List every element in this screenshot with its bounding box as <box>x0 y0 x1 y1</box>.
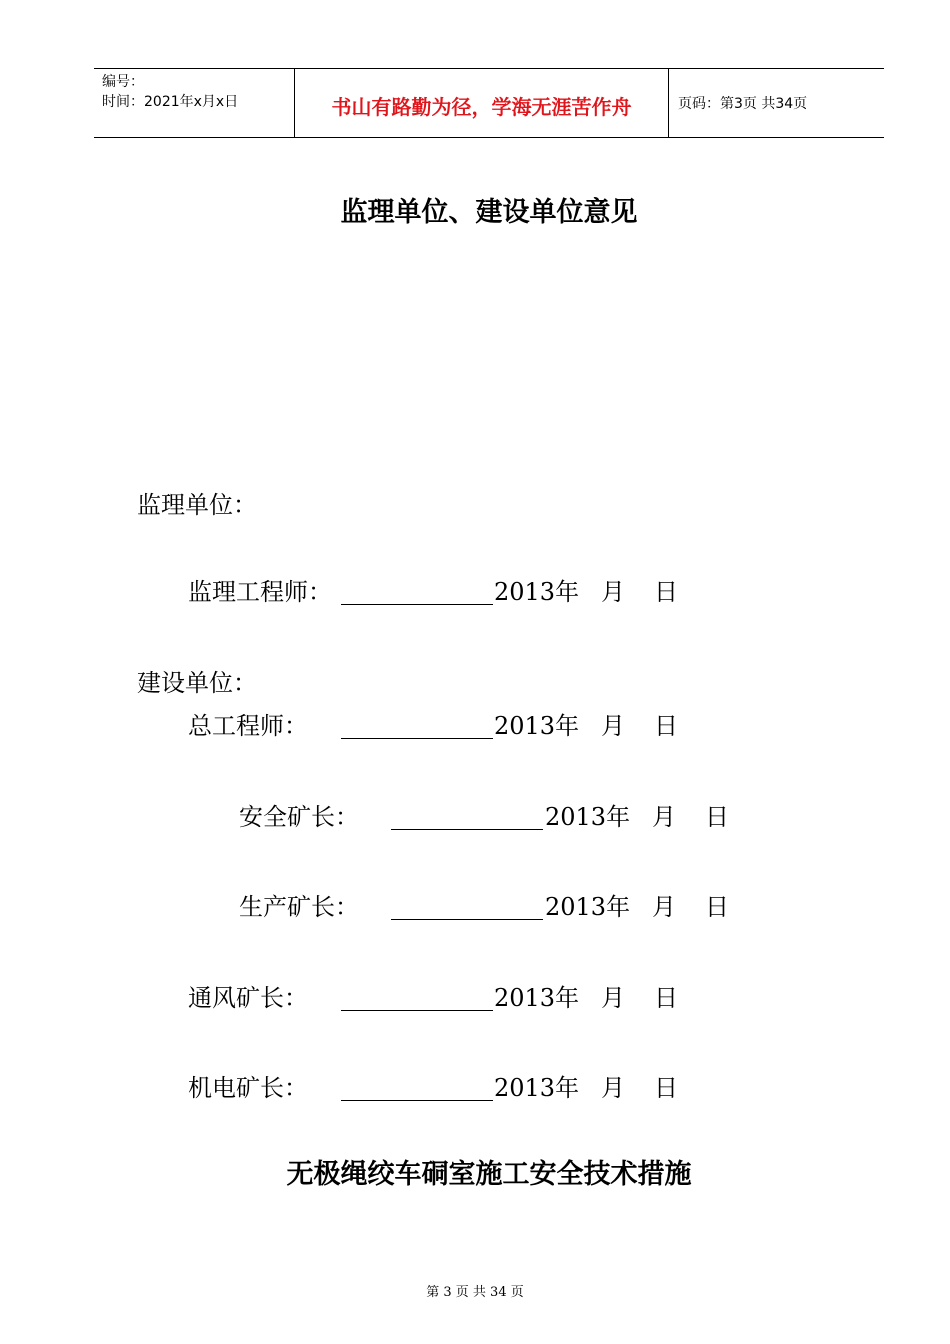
signature-line <box>391 919 543 920</box>
date-day: 日 <box>654 578 678 606</box>
date-day: 日 <box>705 803 729 831</box>
header-motto-cell <box>295 69 669 137</box>
date-year: 2013年 <box>494 984 580 1012</box>
date-year: 2013年 <box>494 1074 580 1102</box>
production-director-label: 生产矿长： <box>239 893 359 921</box>
date-month: 月 <box>652 893 676 921</box>
date-year: 2013年 <box>494 712 580 740</box>
date-day: 日 <box>705 893 729 921</box>
date-year: 2013年 <box>545 893 631 921</box>
header-meta-cell <box>94 69 295 137</box>
next-section-title: 无极绳绞车硐室施工安全技术措施 <box>286 1159 692 1190</box>
section-title: 监理单位、建设单位意见 <box>340 197 638 228</box>
date-day: 日 <box>654 984 678 1012</box>
date-month: 月 <box>601 984 625 1012</box>
supervision-engineer-label: 监理工程师： <box>188 578 332 606</box>
date-month: 月 <box>601 712 625 740</box>
supervision-unit-label: 监理单位： <box>137 491 257 519</box>
date-month: 月 <box>601 578 625 606</box>
page-code: 页码：第3页 共34页 <box>678 96 808 112</box>
time-label: 时间：2021年x月x日 <box>102 94 239 110</box>
date-month: 月 <box>601 1074 625 1102</box>
signature-line <box>391 829 543 830</box>
construction-unit-label: 建设单位： <box>137 669 257 697</box>
signature-line <box>341 738 493 739</box>
date-day: 日 <box>654 1074 678 1102</box>
date-month: 月 <box>652 803 676 831</box>
ventilation-director-label: 通风矿长： <box>188 984 308 1012</box>
electromechanical-director-label: 机电矿长： <box>188 1074 308 1102</box>
signature-line <box>341 1010 493 1011</box>
header-page-cell <box>669 69 884 137</box>
page-header <box>94 68 884 138</box>
date-year: 2013年 <box>494 578 580 606</box>
page-footer: 第 3 页 共 34 页 <box>426 1285 524 1300</box>
signature-line <box>341 1100 493 1101</box>
number-label: 编号： <box>102 74 144 90</box>
motto: 书山有路勤为径，学海无涯苦作舟 <box>331 95 632 119</box>
signature-line <box>341 604 493 605</box>
chief-engineer-label: 总工程师： <box>188 712 308 740</box>
date-day: 日 <box>654 712 678 740</box>
date-year: 2013年 <box>545 803 631 831</box>
safety-director-label: 安全矿长： <box>239 803 359 831</box>
